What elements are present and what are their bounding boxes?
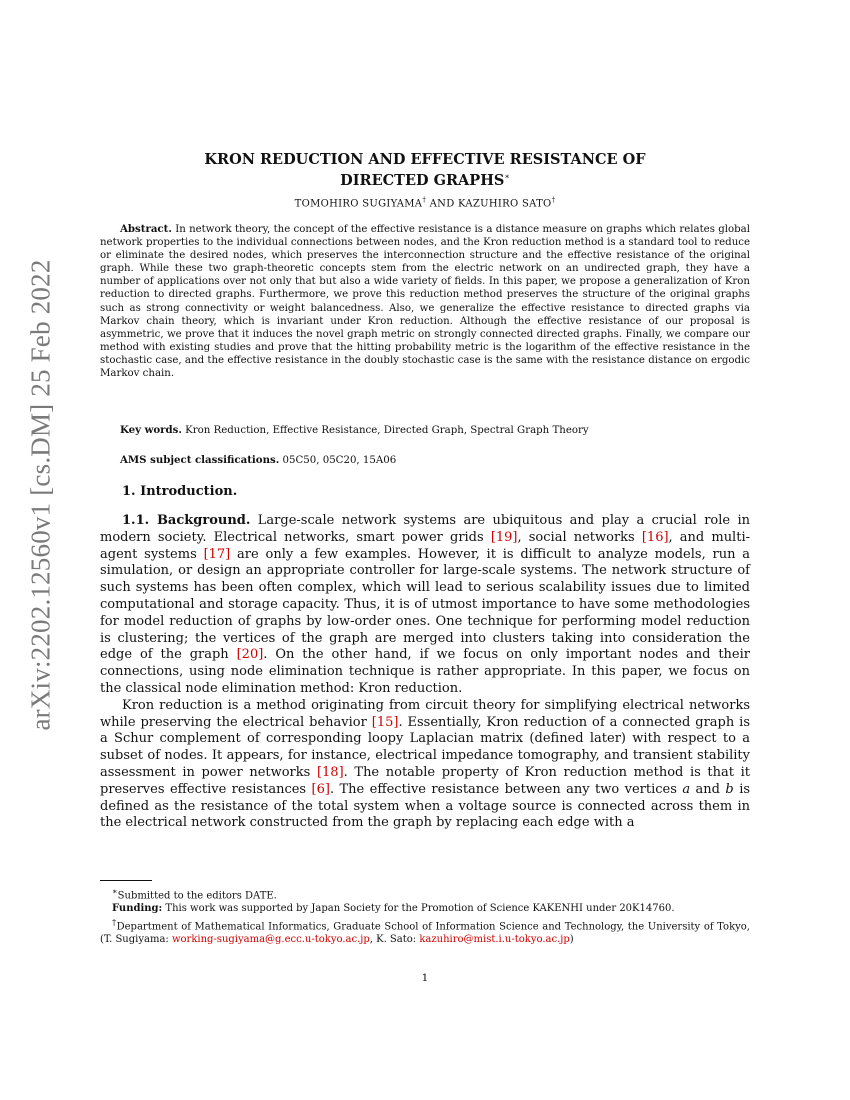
footnote-text: ) xyxy=(569,934,574,946)
abstract xyxy=(100,223,750,380)
abstract-label: Abstract. xyxy=(120,223,172,235)
title-line-1: KRON REDUCTION AND EFFECTIVE RESISTANCE OF xyxy=(204,151,646,168)
footnote-text: , K. Sato: xyxy=(369,934,417,946)
variable-b: b xyxy=(725,781,734,797)
paragraph-kron xyxy=(100,698,750,832)
variable-a: a xyxy=(682,781,691,797)
citation-link[interactable]: [15] xyxy=(371,714,399,730)
page-number: 1 xyxy=(421,972,429,984)
paragraph-text: , social networks xyxy=(517,529,635,545)
section-heading xyxy=(122,484,237,499)
paragraph-text: Kron reduction is a method originating from circuit theory for simplifying electrical networks while preserving the electrical behavior xyxy=(100,697,750,730)
paragraph-text: . Essentially, Kron reduction of a connected graph is a Schur complement of corresponding loopy Laplacian matrix (defined later) with respect to a subset of nodes. It appears, for instance, electrical impedance tomography, and transient stability assessment in power networks xyxy=(100,714,750,780)
section-title: Introduction. xyxy=(140,484,238,499)
arxiv-stamp xyxy=(18,259,64,731)
subsection-number: 1.1. xyxy=(122,513,150,528)
paragraph-text: and xyxy=(695,781,720,797)
citation-link[interactable]: [20] xyxy=(236,647,264,663)
citation-link[interactable]: [6] xyxy=(311,781,330,797)
citation-link[interactable]: [17] xyxy=(203,546,231,562)
footnote-text: Submitted to the editors DATE. xyxy=(117,890,277,902)
citation-link[interactable]: [19] xyxy=(490,529,518,545)
abstract-text: In network theory, the concept of the effective resistance is a distance measure on graphs which relates global network properties to the individual connections between nodes, and the Kron reduction method is a standard tool to reduce or eliminate the desired nodes, which preserves the interconnection structure and the effective resistance of the original graph. While these two graph-theoretic concepts stem from the electric network on an undirected graph, they have a number of applications over not only that but also a wide variety of fields. In this paper, we propose a generalization of Kron reduction to directed graphs. Furthermore, we prove this reduction method preserves the structure of the original graphs such as strong connectivity or weight balancedness. Also, we generalize the effective resistance to directed graphs via Markov chain theory, which is invariant under Kron reduction. Although the effective resistance of our proposal is asymmetric, we prove that it induces the novel graph metric on strongly connected directed graphs. Finally, we compare our method with existing studies and prove that the hitting probability metric is the logarithm of the effective resistance in the stochastic case, and the effective resistance in the doubly stochastic case is the same with the resistance distance on ergodic Markov chain. xyxy=(100,224,750,380)
author-list xyxy=(100,196,750,209)
author-sugiyama: TOMOHIRO SUGIYAMA xyxy=(294,198,423,210)
email-link-sato[interactable]: kazuhiro@mist.i.u-tokyo.ac.jp xyxy=(419,934,570,946)
author-mark: † xyxy=(551,196,556,204)
paragraph-text: Large-scale network systems are ubiquitous and play a crucial role in modern society. Electrical networks, smart power grids xyxy=(100,513,750,545)
ams-classifications xyxy=(100,454,750,466)
footnote-affiliation xyxy=(100,916,750,947)
paragraph-text: . The effective resistance between any two vertices xyxy=(329,781,677,797)
ams-label: AMS subject classifications. xyxy=(120,454,280,466)
footnotes xyxy=(100,885,750,947)
keywords-label: Key words. xyxy=(120,424,182,436)
footnote-text: Department of Mathematical Informatics, Graduate School of Information Science and Technology, the University of Tokyo, (T. Sugiyama: xyxy=(100,921,750,946)
ams-codes: 05C50, 05C20, 15A06 xyxy=(282,455,397,466)
paragraph-text: is defined as the resistance of the total system when a voltage source is connected across them in the electrical network constructed from the graph by replacing each edge with a xyxy=(100,781,751,831)
body-text xyxy=(100,513,750,832)
footnote-submitted xyxy=(100,885,750,903)
keywords-text: Kron Reduction, Effective Resistance, Directed Graph, Spectral Graph Theory xyxy=(185,425,589,436)
keywords xyxy=(100,424,750,436)
paragraph-text: . On the other hand, if we focus on only important nodes and their connections, using node elimination technique is rather appropriate. In this paper, we focus on the classical node elimination method: Kron reduction. xyxy=(100,647,750,696)
paragraph-text: , and multi-agent systems xyxy=(100,529,750,562)
subsection-heading xyxy=(122,513,250,528)
citation-link[interactable]: [16] xyxy=(641,529,669,545)
author-sato: KAZUHIRO SATO xyxy=(458,198,552,210)
paragraph-background xyxy=(100,513,750,698)
footnote-funding xyxy=(100,903,750,916)
title-line-2: DIRECTED GRAPHS xyxy=(340,171,505,189)
citation-link[interactable]: [18] xyxy=(316,764,344,780)
footnote-text: This work was supported by Japan Society for the Promotion of Science KAKENHI under 20K14760. xyxy=(165,903,675,915)
footnote-rule xyxy=(100,880,152,881)
funding-label: Funding: xyxy=(112,903,163,915)
title-footnote-mark: ∗ xyxy=(504,172,510,181)
author-mark: † xyxy=(422,196,427,204)
paper-title xyxy=(100,151,750,189)
subsection-title: Background. xyxy=(156,513,251,528)
footnote-mark: ∗ xyxy=(112,886,118,896)
paragraph-text: . The notable property of Kron reduction method is that it preserves effective resistances xyxy=(100,764,750,797)
paragraph-text: are only a few examples. However, it is difficult to analyze models, run a simulation, or design an appropriate controller for large-scale systems. The network structure of such systems has been often complex, which will lead to serious scalability issues due to limited computational and storage capacity. Thus, it is of utmost importance to have some methodologies for model reduction of graphs by low-order ones. One technique for performing model reduction is clustering; the vertices of the graph are merged into clusters taking into consideration the edge of the graph xyxy=(100,546,750,663)
author-conjunction: AND xyxy=(429,198,455,210)
arxiv-identifier: arXiv:2202.12560v1 [cs.DM] 25 Feb 2022 xyxy=(25,259,56,731)
section-number: 1. xyxy=(122,484,136,499)
footnote-mark: † xyxy=(112,916,117,927)
email-link-sugiyama[interactable]: working-sugiyama@g.ecc.u-tokyo.ac.jp xyxy=(171,934,370,946)
